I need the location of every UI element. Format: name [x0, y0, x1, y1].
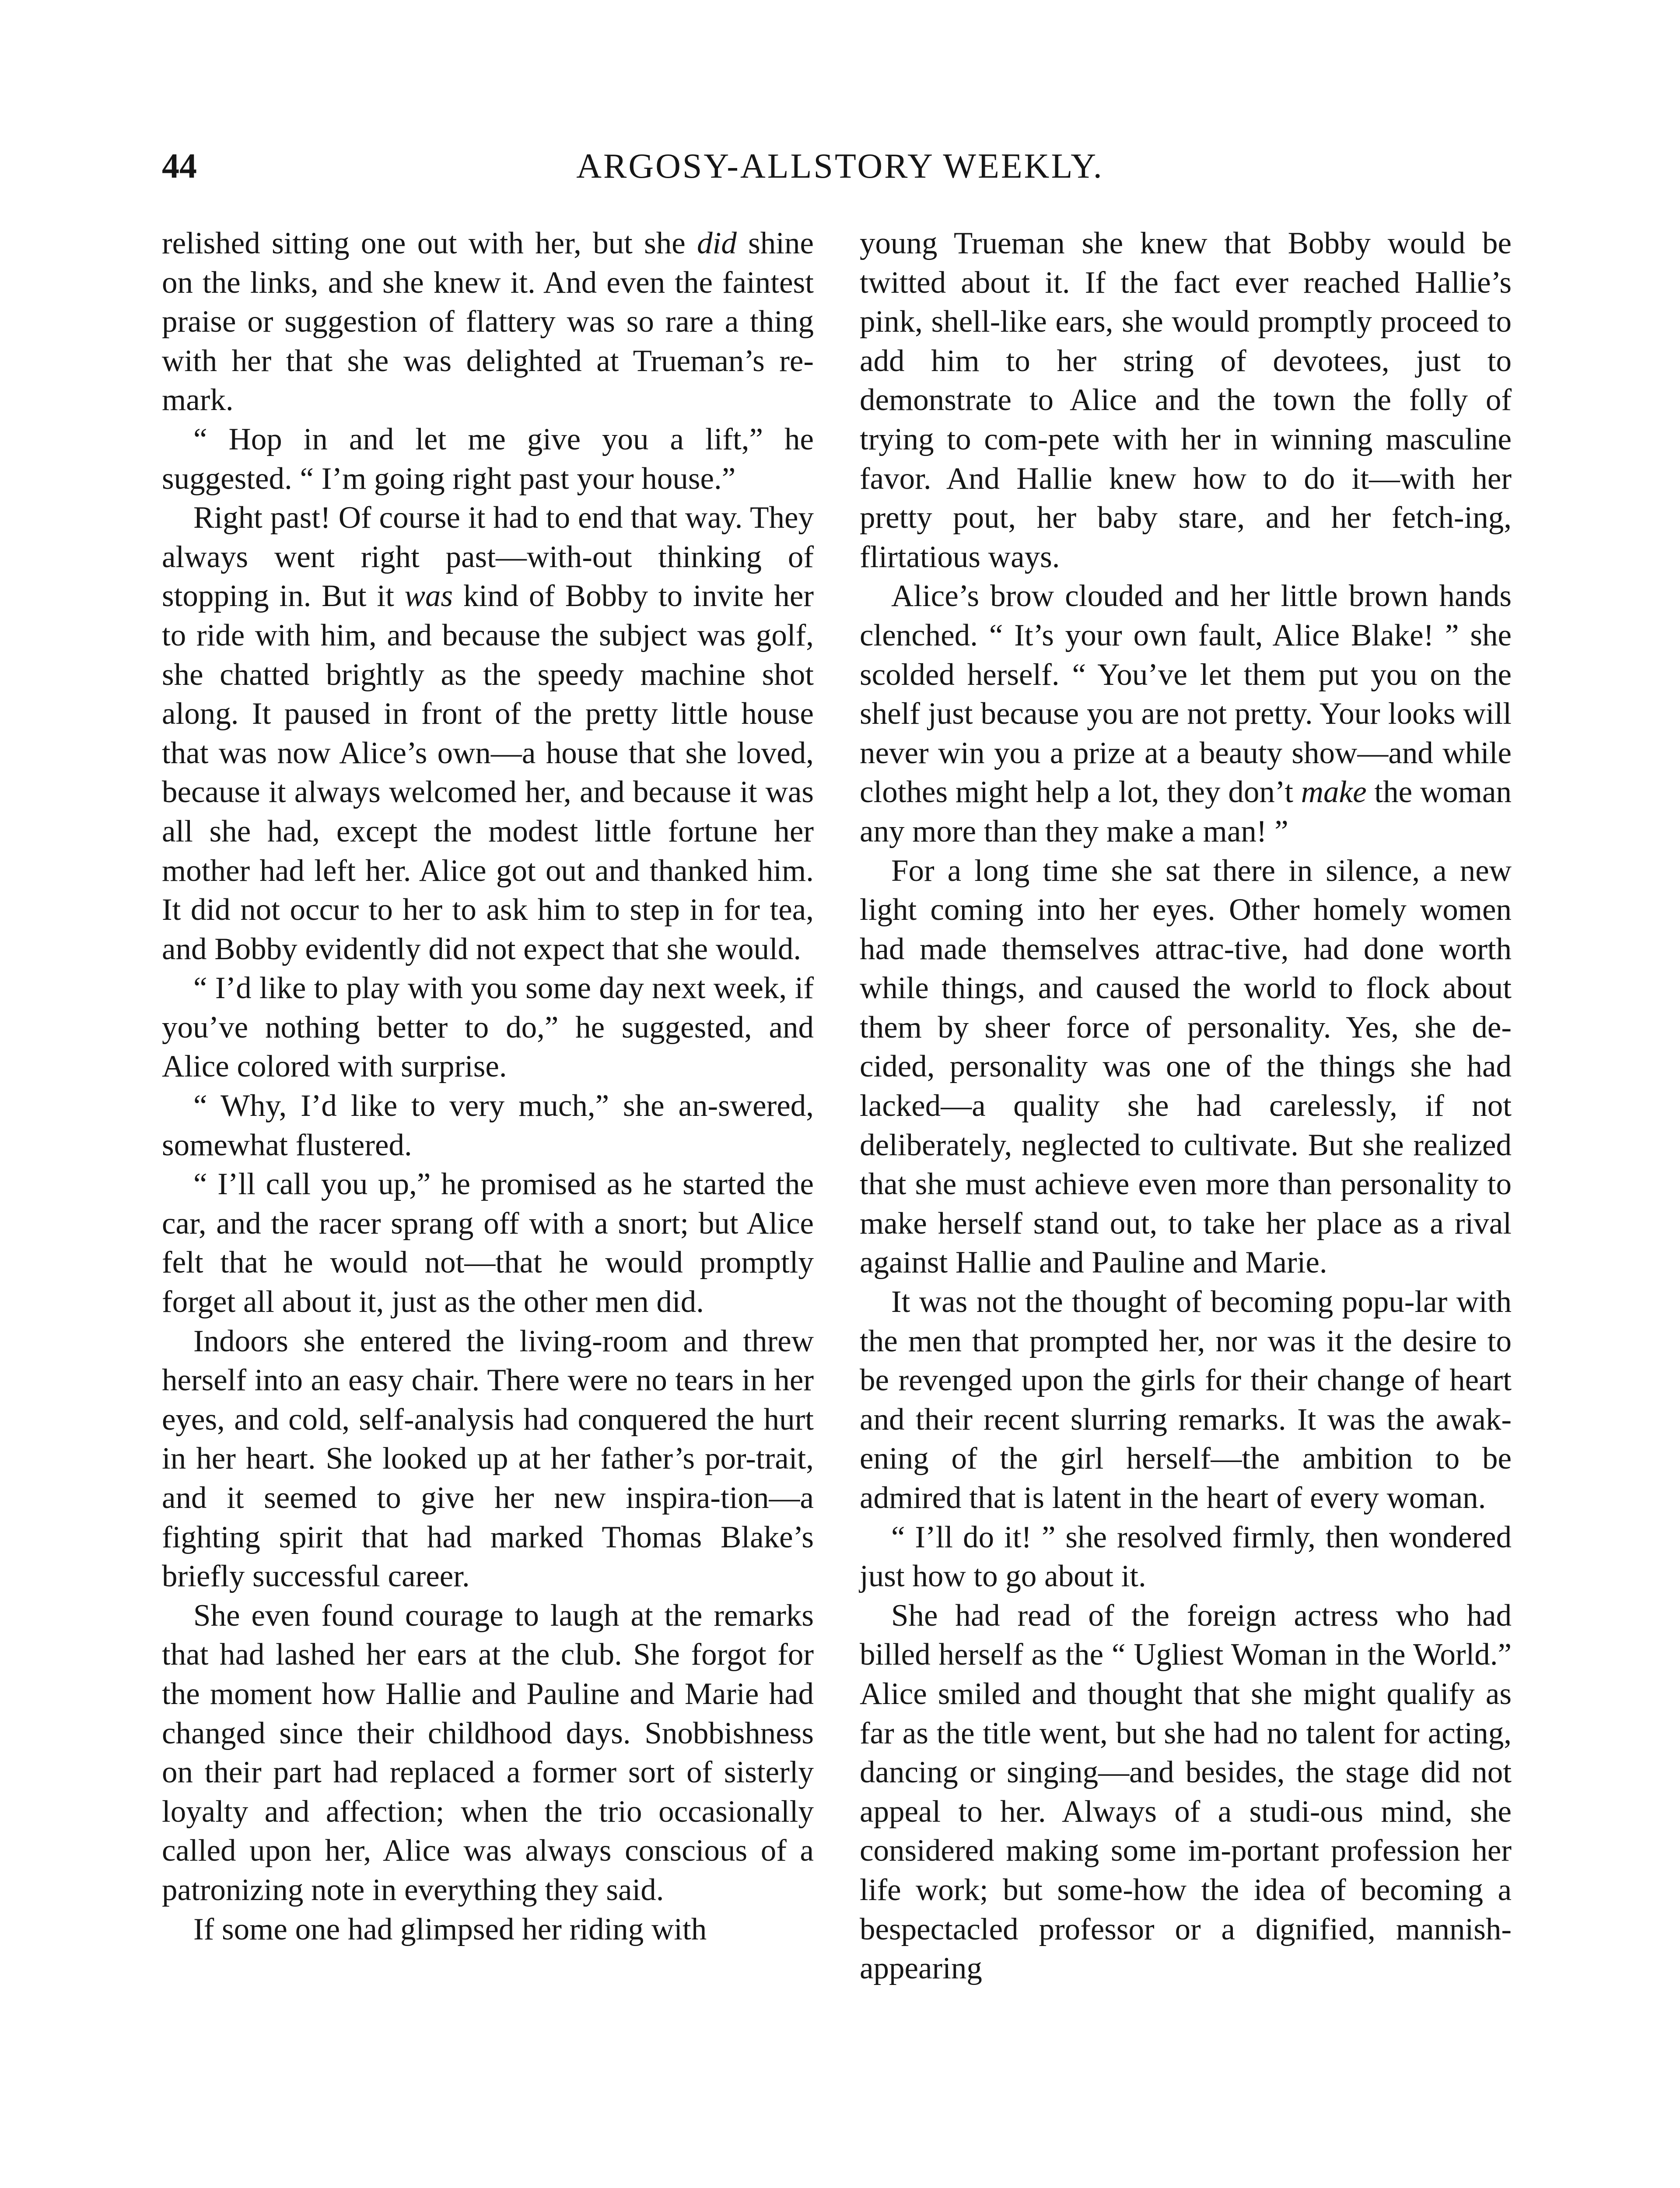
left-column [162, 224, 814, 1949]
text-run: Right past! Of course it had to end that way. They always went right past—with-out thinking of stopping in. But it [162, 501, 814, 614]
paragraph: For a long time she sat there in silence, a new light coming into her eyes. Other homely women had made themselves attrac-tive, had done worth while things, and caused the world to flock about them by sheer force of personality. Yes, she de-cided, personality was one of the things she had lacked—a quality she had carelessly, if not deliberately, neglected to cultivate. But she realized that she must achieve even more than personality to make herself stand out, to take her place as a rival against Hallie and Pauline and Marie. [860, 853, 1512, 1280]
paragraph: “ I’ll call you up,” he promised as he started the car, and the racer sprang off with a snort; but Alice felt that he would not—that he would promptly forget all about it, just as the other men did. [162, 1167, 814, 1319]
page-number: 44 [162, 147, 197, 186]
emphasis: did [697, 226, 737, 260]
text-run: the woman any more than they make a man! ” [860, 775, 1512, 849]
emphasis: was [404, 579, 453, 614]
paragraph [162, 498, 814, 969]
paragraph: young Trueman she knew that Bobby would be twitted about it. If the fact ever reached Hallie’s pink, shell-like ears, she would promptly proceed to add him to her string of devotees, just to demonstrate to Alice and the town the folly of trying to com-pete with her in winning masculine favor. And Hallie knew how to do it—with her pretty pout, her baby stare, and her fetch-ing, flirtatious ways. [860, 226, 1512, 574]
paragraph: If some one had glimpsed her riding with [193, 1912, 707, 1946]
page-header [162, 144, 1518, 188]
text-run: kind of Bobby to invite her to ride with him, and because the subject was golf, she chatted brightly as the speedy machine shot along. It paused in front of the pretty little house that was now Alice’s own—a house that she loved, because it always welcomed her, and because it was all she had, except the modest little fortune her mother had left her. Alice got out and thanked him. It did not occur to her to ask him to step in for tea, and Bobby evidently did not expect that she would. [162, 579, 814, 966]
text-run: shine on the links, and she knew it. And even the faintest praise or suggestion of flattery was so rare a thing with her that she was delighted at Trueman’s re-mark. [162, 226, 814, 417]
paragraph [860, 577, 1512, 851]
paragraph [162, 224, 814, 420]
paragraph: “ I’d like to play with you some day next week, if you’ve nothing better to do,” he suggested, and Alice colored with surprise. [162, 971, 814, 1084]
text-run: Alice’s brow clouded and her little brown hands clenched. “ It’s your own fault, Alice Blake! ” she scolded herself. “ You’ve let them put you on the shelf just because you are not pretty. Your looks will never win you a prize at a beauty show—and while clothes might help a lot, they don’t [860, 579, 1512, 810]
paragraph: It was not the thought of becoming popu-lar with the men that prompted her, nor was it the desire to be revenged upon the girls for their change of heart and their recent slurring remarks. It was the awak-ening of the girl herself—the ambition to be admired that is latent in the heart of every woman. [860, 1285, 1512, 1515]
paragraph: Indoors she entered the living-room and threw herself into an easy chair. There were no tears in her eyes, and cold, self-analysis had conquered the hurt in her heart. She looked up at her father’s por-trait, and it seemed to give her new inspira-tion—a fighting spirit that had marked Thomas Blake’s briefly successful career. [162, 1324, 814, 1594]
text-run: relished sitting one out with her, but she [162, 226, 697, 260]
text-columns [162, 224, 1512, 2188]
right-column [860, 224, 1512, 1988]
emphasis: make [1301, 775, 1367, 810]
paragraph: She had read of the foreign actress who had billed herself as the “ Ugliest Woman in the World.” Alice smiled and thought that she might qualify as far as the title went, but she had no talent for acting, dancing or singing—and besides, the stage did not appeal to her. Always of a studi-ous mind, she considered making some im-portant profession her life work; but some-how the idea of becoming a bespectacled professor or a dignified, mannish-appearing [860, 1598, 1512, 1986]
running-title: ARGOSY-ALLSTORY WEEKLY. [576, 147, 1104, 186]
paragraph: “ I’ll do it! ” she resolved firmly, then wondered just how to go about it. [860, 1520, 1512, 1594]
paragraph: She even found courage to laugh at the remarks that had lashed her ears at the club. She forgot for the moment how Hallie and Pauline and Marie had changed since their childhood days. Snobbishness on their part had replaced a former sort of sisterly loyalty and affection; when the trio occasionally called upon her, Alice was always conscious of a patronizing note in everything they said. [162, 1598, 814, 1907]
paragraph: “ Why, I’d like to very much,” she an-swered, somewhat flustered. [162, 1089, 814, 1162]
paragraph: “ Hop in and let me give you a lift,” he suggested. “ I’m going right past your house.” [162, 422, 814, 496]
